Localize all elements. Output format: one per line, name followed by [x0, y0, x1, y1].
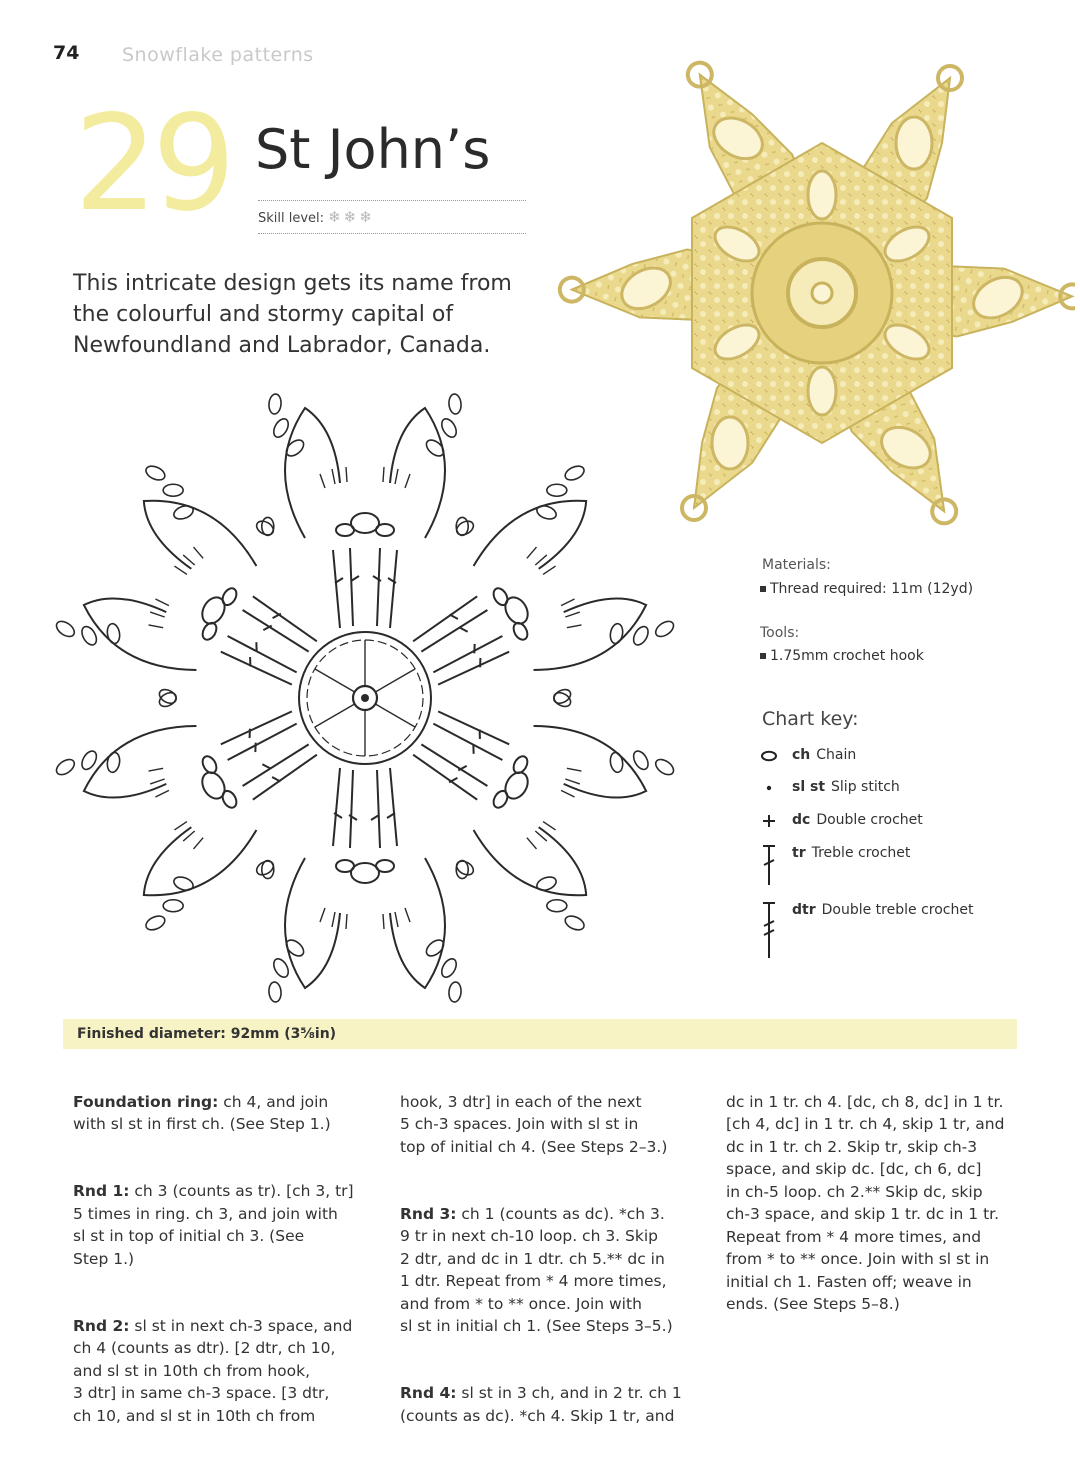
instruction-step — [400, 1382, 700, 1427]
chart-key-heading: Chart key: — [762, 708, 859, 730]
skill-level — [258, 208, 375, 226]
key-abbr: dtr — [792, 902, 816, 918]
finished-diameter-text: Finished diameter: 92mm (3⅝in) — [77, 1026, 337, 1042]
instruction-step — [73, 1315, 373, 1428]
instruction-step — [73, 1091, 373, 1136]
step-text: ch 3 (counts as tr). [ch 3, tr] 5 times in ring. ch 3, and join with sl st in top of initial ch 3. (See Step 1.) — [73, 1182, 354, 1268]
key-item-double-treble-crochet — [792, 902, 973, 918]
step-text: sl st in next ch-3 space, and ch 4 (counts as dtr). [2 dtr, ch 10, and sl st in 10th ch from hook, 3 dtr] in same ch-3 space. [3 dtr, ch 10, and sl st in 10th ch from — [73, 1316, 353, 1425]
tools-item — [760, 648, 924, 664]
step-label: Rnd 4: — [400, 1384, 457, 1402]
step-label: Rnd 2: — [73, 1316, 130, 1335]
instructions-column-1 — [73, 1068, 373, 1472]
materials-heading: Materials: — [762, 557, 831, 573]
chart-arm — [254, 394, 476, 628]
instruction-step — [726, 1091, 1026, 1316]
key-label: Slip stitch — [831, 779, 900, 795]
instruction-step — [73, 1180, 373, 1270]
title-divider-bottom — [258, 233, 526, 234]
tools-heading: Tools: — [760, 625, 800, 641]
intro-text: This intricate design gets its name from the colourful and stormy capital of Newfoundland and Labrador, Canada. — [73, 271, 512, 358]
chain-symbol-icon — [758, 749, 780, 763]
instruction-step — [400, 1203, 700, 1338]
key-label: Double crochet — [816, 812, 923, 828]
tools-item-text: 1.75mm crochet hook — [770, 648, 924, 664]
instruction-step — [400, 1091, 700, 1159]
step-text: ch 1 (counts as dc). *ch 3. 9 tr in next ch-10 loop. ch 3. Skip 2 dtr, and dc in 1 dtr. ch 5.** dc in 1 dtr. Repeat from * 4 more times, and from * to ** once. Join with sl st in initial ch 1. (See Steps 3–5.) — [400, 1204, 673, 1335]
step-label: Foundation ring: — [73, 1092, 219, 1111]
key-item-treble-crochet — [792, 845, 910, 861]
key-abbr: tr — [792, 845, 806, 861]
snowflake-icon: ❄ — [343, 208, 357, 226]
skill-level-label: Skill level: — [258, 211, 325, 226]
treble-crochet-symbol-icon — [758, 843, 780, 887]
key-item-slip-stitch — [792, 779, 900, 795]
bullet-square-icon — [760, 586, 766, 592]
instructions-column-3 — [726, 1068, 1026, 1360]
materials-item — [760, 581, 973, 597]
step-text: hook, 3 dtr] in each of the next 5 ch-3 spaces. Join with sl st in top of initial ch 4. (See Steps 2–3.) — [400, 1092, 668, 1156]
double-treble-crochet-symbol-icon — [758, 900, 780, 960]
key-abbr: dc — [792, 812, 811, 828]
materials-item-text: Thread required: 11m (12yd) — [770, 581, 974, 597]
step-text: dc in 1 tr. ch 4. [dc, ch 8, dc] in 1 tr. [ch 4, dc] in 1 tr. ch 4, skip 1 tr, and dc in 1 tr. ch 2. Skip tr, skip ch-3 space, and skip dc. [dc, ch 6, dc] in ch-5 loop. ch 2.** Skip dc, skip ch-3 space, and skip 1 tr. dc in 1 tr. Repeat from * 4 more times, and from * to ** once. Join with sl st in initial ch 1. Fasten off; weave in ends. (See Steps 5–8.) — [726, 1092, 1005, 1313]
key-item-chain — [792, 747, 856, 763]
pattern-number: 29 — [74, 87, 230, 241]
title-divider-top — [258, 200, 526, 201]
step-text: sl st in 3 ch, and in 2 tr. ch 1 (counts as dc). *ch 4. Skip 1 tr, and — [400, 1384, 682, 1425]
crochet-chart — [20, 388, 710, 1008]
slip-stitch-symbol-icon — [758, 781, 780, 795]
key-item-double-crochet — [792, 812, 923, 828]
snowflake-icon: ❄ — [328, 208, 341, 226]
key-abbr: ch — [792, 747, 811, 763]
bullet-square-icon — [760, 653, 766, 659]
key-abbr: sl st — [792, 779, 826, 795]
instructions-column-2 — [400, 1068, 700, 1472]
double-crochet-symbol-icon — [758, 813, 780, 829]
key-label: Treble crochet — [811, 845, 911, 861]
key-label: Chain — [816, 747, 857, 763]
page-number: 74 — [53, 42, 80, 64]
snowflake-icon: ❄ — [359, 208, 372, 226]
section-title: Snowflake patterns — [122, 44, 314, 66]
pattern-title: St John’s — [255, 118, 491, 181]
step-label: Rnd 1: — [73, 1182, 130, 1200]
step-text: ch 4, and join with sl st in first ch. (See Step 1.) — [73, 1092, 331, 1133]
key-label: Double treble crochet — [821, 902, 974, 918]
step-label: Rnd 3: — [400, 1204, 457, 1223]
